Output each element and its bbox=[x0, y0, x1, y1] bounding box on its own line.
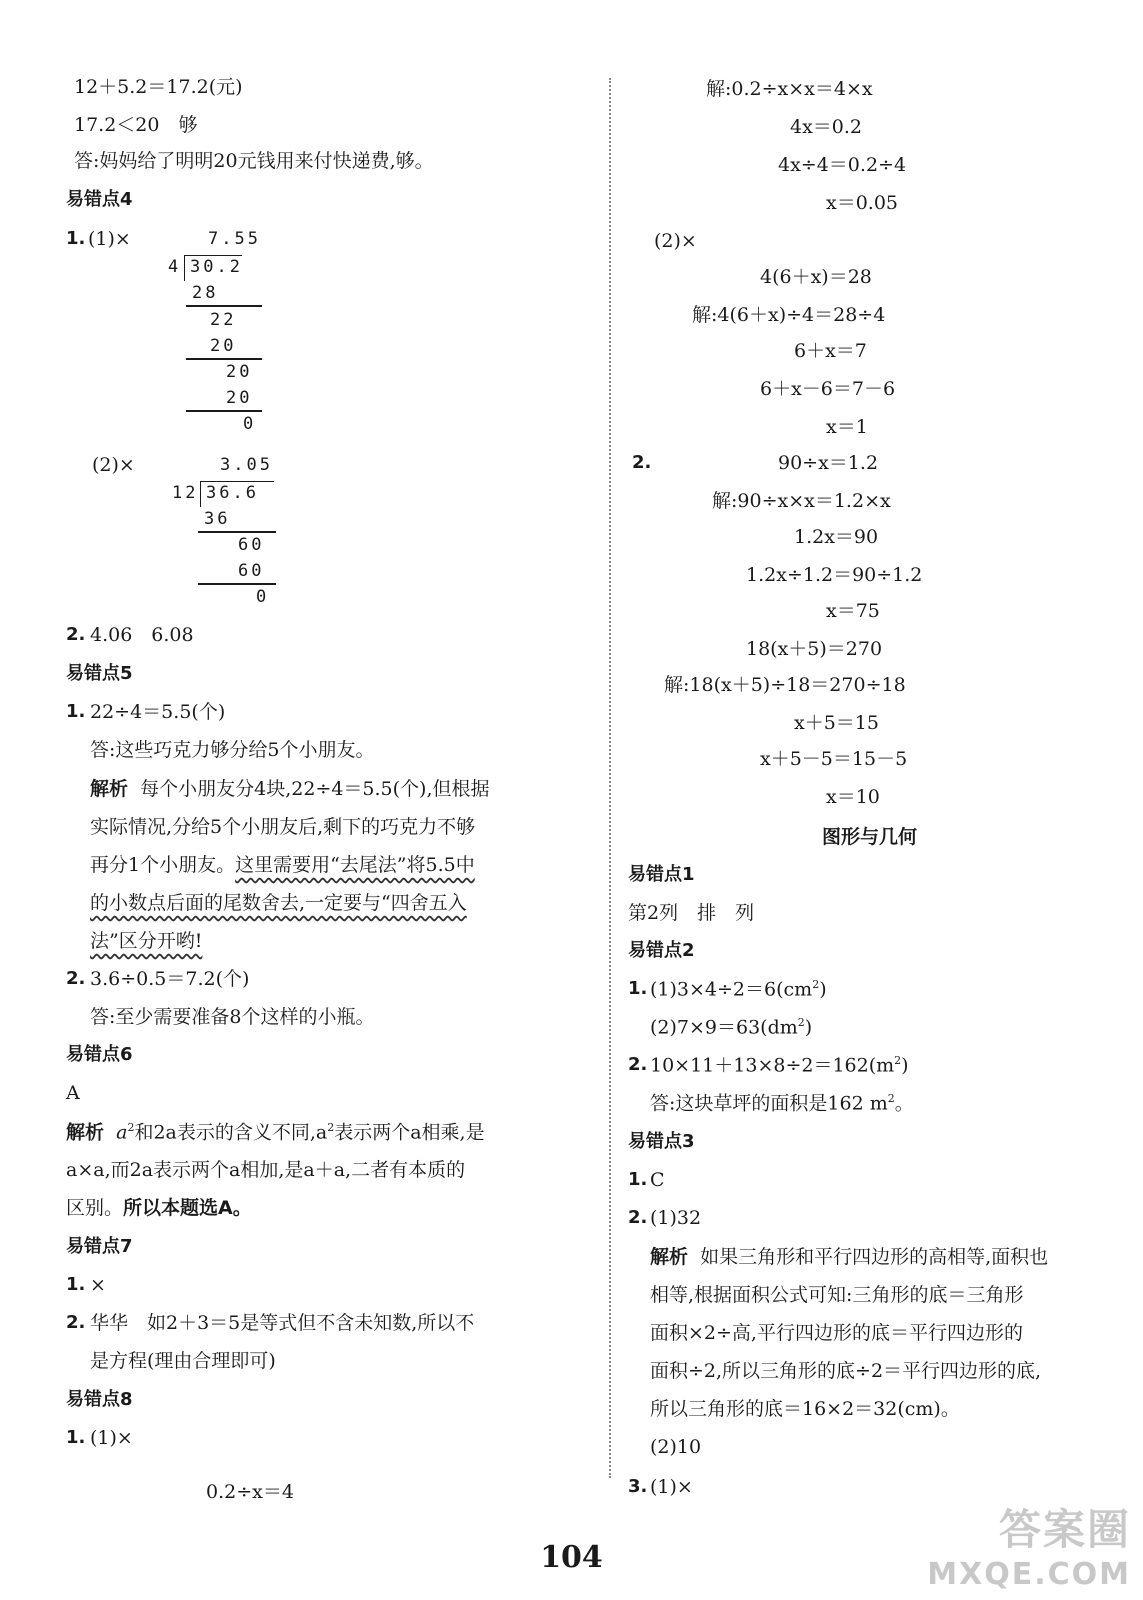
question-number: 1. bbox=[66, 701, 86, 722]
question-number: 1. bbox=[628, 1169, 648, 1190]
text-line: (1)× bbox=[650, 1476, 693, 1498]
question-number: 3. bbox=[628, 1476, 648, 1497]
text-line: $10\times 11+13\times 8\div 2=162(m^2)$ bbox=[650, 1054, 909, 1077]
analysis-line: 再分1个小朋友。这里需要用“去尾法”将5.5中 bbox=[90, 854, 475, 876]
division-rule bbox=[186, 410, 262, 412]
analysis-line: a×a,而2a表示两个a相加,是a＋a,二者有本质的 bbox=[66, 1159, 466, 1181]
question-number: 1. bbox=[66, 228, 86, 249]
question-number: 2. bbox=[628, 1054, 648, 1075]
division-quotient: 7.55 bbox=[208, 229, 261, 249]
division-quotient: 3.05 bbox=[220, 455, 273, 475]
equation: 6＋x－6＝7－6 bbox=[760, 378, 896, 400]
division-rule bbox=[198, 531, 276, 533]
text-line: (1)32 bbox=[650, 1207, 702, 1229]
question-number: 1. bbox=[66, 1274, 86, 1295]
text-line: 22÷4＝5.5(个) bbox=[90, 701, 226, 723]
question-number: 2. bbox=[66, 624, 86, 645]
division-step: 20 bbox=[226, 362, 253, 382]
question-number: 2. bbox=[66, 1312, 86, 1333]
text-line: (1)× bbox=[90, 1427, 133, 1449]
text-line: 答:这些巧克力够分给5个小朋友。 bbox=[90, 739, 375, 761]
text-line: 答:这块草坪的面积是162 $m^2$。 bbox=[650, 1092, 914, 1115]
equation: x＝75 bbox=[826, 600, 880, 622]
division-step: 20 bbox=[210, 336, 237, 356]
section-heading: 易错点8 bbox=[66, 1389, 133, 1410]
equation: 18(x＋5)＝270 bbox=[746, 638, 883, 660]
section-heading: 易错点3 bbox=[628, 1131, 695, 1152]
analysis-line: 面积÷2,所以三角形的底÷2＝平行四边形的底, bbox=[650, 1360, 1042, 1382]
equation: 4x÷4＝0.2÷4 bbox=[778, 154, 907, 176]
division-rule bbox=[198, 583, 276, 585]
analysis-line: 的小数点后面的尾数舍去,一定要与“四舍五入 bbox=[90, 892, 467, 914]
division-dividend: 36.6 bbox=[206, 483, 259, 503]
analysis-line: 解析 如果三角形和平行四边形的高相等,面积也 bbox=[650, 1246, 1049, 1268]
text-line: 17.2＜20 够 bbox=[74, 114, 198, 136]
section-heading: 易错点1 bbox=[628, 864, 695, 885]
equation: x＝1 bbox=[826, 416, 868, 438]
text-line: 答:至少需要准备8个这样的小瓶。 bbox=[90, 1006, 375, 1028]
equation: 0.2÷x＝4 bbox=[206, 1481, 294, 1503]
equation: x＋5－5＝15－5 bbox=[760, 748, 908, 770]
division-bracket bbox=[200, 481, 201, 507]
text-line: 是方程(理由合理即可) bbox=[90, 1350, 276, 1372]
equation: 90÷x＝1.2 bbox=[778, 452, 879, 474]
division-step: 60 bbox=[238, 561, 265, 581]
division-step: 60 bbox=[238, 535, 265, 555]
section-heading: 易错点2 bbox=[628, 940, 695, 961]
text-line: (1)× bbox=[88, 228, 131, 250]
text-line: 华华 如2＋3＝5是等式但不含未知数,所以不 bbox=[90, 1312, 475, 1334]
equation: 解:0.2÷x×x＝4×x bbox=[706, 78, 873, 100]
analysis-line: 实际情况,分给5个小朋友后,剩下的巧克力不够 bbox=[90, 816, 476, 838]
division-step: 0 bbox=[256, 587, 270, 607]
equation: 1.2x＝90 bbox=[794, 526, 879, 548]
page-number: 104 bbox=[540, 1540, 603, 1575]
analysis-line: 法”区分开哟! bbox=[90, 930, 203, 952]
equation: 解:4(6＋x)÷4＝28÷4 bbox=[692, 304, 886, 326]
division-rule bbox=[186, 305, 262, 307]
watermark-logo: 答案圈 MXQE.COM bbox=[927, 1505, 1131, 1592]
question-number: 2. bbox=[628, 1207, 648, 1228]
column-divider bbox=[609, 78, 611, 1478]
division-bracket-top bbox=[184, 255, 242, 256]
division-bracket-top bbox=[200, 481, 274, 482]
text-line: A bbox=[66, 1082, 80, 1104]
analysis-line: 所以三角形的底＝16×2＝32(cm)。 bbox=[650, 1398, 960, 1420]
text-line: 12＋5.2＝17.2(元) bbox=[74, 76, 243, 98]
text-line: (2)× bbox=[654, 230, 697, 252]
equation: 6＋x＝7 bbox=[794, 340, 867, 362]
question-number: 2. bbox=[66, 968, 86, 989]
equation: 解:90÷x×x＝1.2×x bbox=[712, 490, 891, 512]
question-number: 1. bbox=[66, 1427, 86, 1448]
text-line: (2)× bbox=[92, 454, 135, 476]
analysis-label: 解析 bbox=[90, 778, 129, 800]
analysis-line: 解析 $a^2$和2a表示的含义不同$,a^2$表示两个a相乘,是 bbox=[66, 1121, 485, 1144]
division-step: 28 bbox=[192, 283, 219, 303]
equation: x＝10 bbox=[826, 786, 880, 808]
analysis-line: 面积×2÷高,平行四边形的底＝平行四边形的 bbox=[650, 1322, 1023, 1344]
equation: 1.2x÷1.2＝90÷1.2 bbox=[746, 564, 923, 586]
section-heading: 易错点7 bbox=[66, 1236, 133, 1257]
text-line: $(2)7\times 9=63(dm^2)$ bbox=[650, 1016, 813, 1039]
text-line: 4.06 6.08 bbox=[90, 624, 194, 646]
division-step: 20 bbox=[226, 388, 253, 408]
text-line: $(1)3\times 4\div 2=6(cm^2)$ bbox=[650, 978, 827, 1001]
text-line: C bbox=[650, 1169, 665, 1191]
section-title: 图形与几何 bbox=[822, 826, 918, 848]
equation: x＋5＝15 bbox=[794, 712, 879, 734]
section-heading: 易错点6 bbox=[66, 1044, 133, 1065]
text-line: × bbox=[90, 1274, 106, 1296]
text-line: 3.6÷0.5＝7.2(个) bbox=[90, 968, 250, 990]
equation: x＝0.05 bbox=[826, 192, 899, 214]
text-line: (2)10 bbox=[650, 1436, 702, 1458]
analysis-line: 区别。所以本题选A。 bbox=[66, 1197, 252, 1219]
division-rule bbox=[186, 358, 262, 360]
text-line: 答:妈妈给了明明20元钱用来付快递费,够。 bbox=[74, 150, 434, 172]
analysis-label: 解析 bbox=[650, 1246, 689, 1268]
division-divisor: 4 bbox=[168, 257, 182, 277]
division-dividend: 30.2 bbox=[190, 257, 243, 277]
section-heading: 易错点5 bbox=[66, 663, 133, 684]
division-step: 36 bbox=[204, 509, 231, 529]
analysis-line: 解析 每个小朋友分4块,22÷4＝5.5(个),但根据 bbox=[90, 778, 490, 800]
division-step: 22 bbox=[210, 310, 237, 330]
question-number: 1. bbox=[628, 978, 648, 999]
analysis-label: 解析 bbox=[66, 1121, 105, 1144]
equation: 解:18(x＋5)÷18＝270÷18 bbox=[664, 674, 906, 696]
division-step: 0 bbox=[243, 414, 257, 434]
section-heading: 易错点4 bbox=[66, 189, 133, 210]
question-number: 2. bbox=[632, 452, 652, 473]
equation: 4(6＋x)＝28 bbox=[760, 266, 872, 288]
division-bracket bbox=[184, 255, 185, 281]
division-divisor: 12 bbox=[172, 483, 199, 503]
text-line: 第2列 排 列 bbox=[628, 902, 755, 924]
equation: 4x＝0.2 bbox=[790, 116, 863, 138]
analysis-line: 相等,根据面积公式可知:三角形的底＝三角形 bbox=[650, 1284, 1024, 1306]
